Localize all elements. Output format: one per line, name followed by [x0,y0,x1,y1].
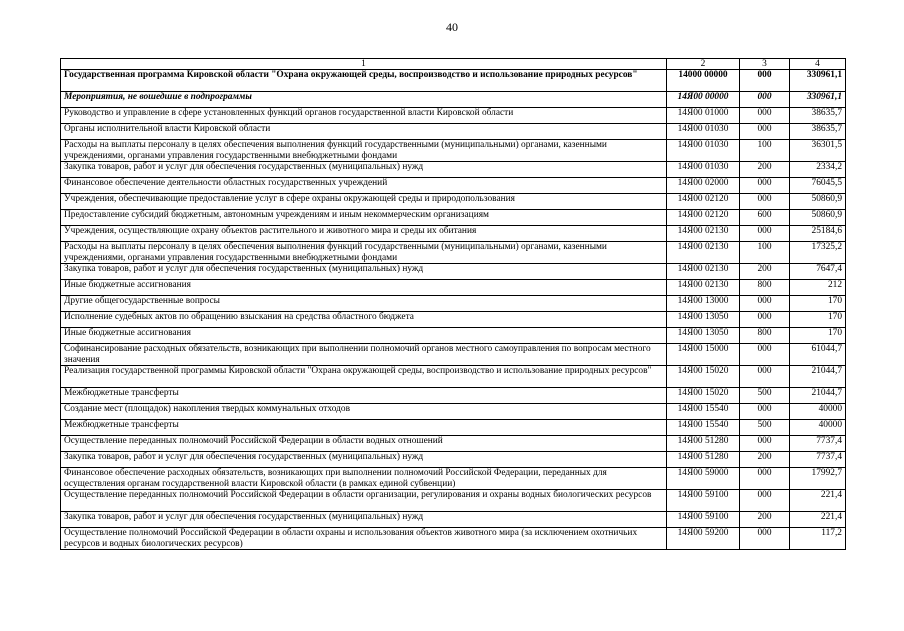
row-name: Учреждения, осуществляющие охрану объектов растительного и животного мира и среды их обитания [61,226,667,242]
row-expense-type: 000 [740,296,790,312]
table-row [61,124,846,140]
row-amount: 40000 [790,420,846,436]
row-name: Расходы на выплаты персоналу в целях обеспечения выполнения функций государственными (муниципальными) органами, казенными учреждениями, органами управления государственными внебюджетными фондами [61,242,667,264]
row-expense-type: 000 [740,528,790,550]
row-expense-type: 000 [740,404,790,420]
table-row [61,242,846,264]
row-expense-type: 000 [740,194,790,210]
row-code: 14Я00 15540 [667,404,740,420]
row-amount: 170 [790,312,846,328]
row-name: Осуществление переданных полномочий Российской Федерации в области водных отношений [61,436,667,452]
table-row [61,226,846,242]
row-amount: 7737,4 [790,436,846,452]
row-name: Реализация государственной программы Кировской области "Охрана окружающей среды, воспроизводство и использование природных ресурсов" [61,366,667,388]
row-expense-type: 000 [740,366,790,388]
row-expense-type: 000 [740,344,790,366]
row-name: Мероприятия, не вошедшие в подпрограммы [61,92,667,108]
row-code: 14Я00 15020 [667,366,740,388]
row-name: Исполнение судебных актов по обращению взыскания на средства областного бюджета [61,312,667,328]
row-expense-type: 000 [740,108,790,124]
row-code: 14000 00000 [667,70,740,92]
row-amount: 7737,4 [790,452,846,468]
table-row [61,328,846,344]
row-code: 14Я00 00000 [667,92,740,108]
row-code: 14Я00 02000 [667,178,740,194]
header-col-4: 4 [790,59,846,70]
row-amount: 38635,7 [790,124,846,140]
row-amount: 221,4 [790,490,846,512]
table-row [61,140,846,162]
row-code: 14Я00 15000 [667,344,740,366]
row-name: Финансовое обеспечение расходных обязательств, возникающих при выполнении полномочий Российской Федерации, переданных для осуществления органам государственной власти Кировской области (в рамках единой субвенции) [61,468,667,490]
row-code: 14Я00 13050 [667,328,740,344]
row-amount: 25184,6 [790,226,846,242]
row-name: Межбюджетные трансферты [61,420,667,436]
row-name: Создание мест (площадок) накопления твердых коммунальных отходов [61,404,667,420]
row-expense-type: 000 [740,92,790,108]
row-expense-type: 000 [740,178,790,194]
row-amount: 170 [790,328,846,344]
row-expense-type: 000 [740,70,790,92]
row-expense-type: 000 [740,312,790,328]
row-expense-type: 000 [740,436,790,452]
row-name: Осуществление переданных полномочий Российской Федерации в области организации, регулирования и охраны водных биологических ресурсов [61,490,667,512]
row-name: Закупка товаров, работ и услуг для обеспечения государственных (муниципальных) нужд [61,452,667,468]
table-row [61,280,846,296]
row-amount: 170 [790,296,846,312]
row-amount: 2334,2 [790,162,846,178]
budget-table [60,58,846,550]
row-code: 14Я00 15020 [667,388,740,404]
header-row [61,59,846,70]
row-name: Софинансирование расходных обязательств, возникающих при выполнении полномочий органов местного самоуправления по вопросам местного значения [61,344,667,366]
row-code: 14Я00 02130 [667,226,740,242]
row-name: Иные бюджетные ассигнования [61,328,667,344]
row-expense-type: 200 [740,162,790,178]
row-amount: 38635,7 [790,108,846,124]
row-code: 14Я00 01030 [667,124,740,140]
row-expense-type: 000 [740,490,790,512]
row-amount: 40000 [790,404,846,420]
row-expense-type: 200 [740,452,790,468]
row-expense-type: 500 [740,420,790,436]
row-code: 14Я00 51280 [667,452,740,468]
row-name: Расходы на выплаты персоналу в целях обеспечения выполнения функций государственными (муниципальными) органами, казенными учреждениями, органами управления государственными внебюджетными фондами [61,140,667,162]
table-row [61,404,846,420]
table-row [61,296,846,312]
row-expense-type: 100 [740,242,790,264]
row-amount: 117,2 [790,528,846,550]
row-name: Иные бюджетные ассигнования [61,280,667,296]
row-code: 14Я00 01000 [667,108,740,124]
row-name: Руководство и управление в сфере установленных функций органов государственной власти Кировской области [61,108,667,124]
table-row [61,388,846,404]
row-name: Другие общегосударственные вопросы [61,296,667,312]
table-row [61,210,846,226]
row-code: 14Я00 13000 [667,296,740,312]
row-amount: 212 [790,280,846,296]
row-amount: 50860,9 [790,210,846,226]
table-row [61,194,846,210]
row-amount: 76045,5 [790,178,846,194]
row-name: Учреждения, обеспечивающие предоставление услуг в сфере охраны окружающей среды и природопользования [61,194,667,210]
row-amount: 21044,7 [790,366,846,388]
row-code: 14Я00 02120 [667,210,740,226]
table-row [61,264,846,280]
table-row [61,108,846,124]
row-expense-type: 800 [740,280,790,296]
row-name: Финансовое обеспечение деятельности областных государственных учреждений [61,178,667,194]
row-name: Закупка товаров, работ и услуг для обеспечения государственных (муниципальных) нужд [61,162,667,178]
row-code: 14Я00 59000 [667,468,740,490]
row-code: 14Я00 02130 [667,280,740,296]
row-code: 14Я00 02130 [667,242,740,264]
row-expense-type: 000 [740,124,790,140]
row-code: 14Я00 59100 [667,512,740,528]
row-expense-type: 500 [740,388,790,404]
row-expense-type: 200 [740,512,790,528]
row-amount: 50860,9 [790,194,846,210]
table-row [61,528,846,550]
row-name: Органы исполнительной власти Кировской области [61,124,667,140]
row-code: 14Я00 13050 [667,312,740,328]
table-row [61,312,846,328]
row-name: Закупка товаров, работ и услуг для обеспечения государственных (муниципальных) нужд [61,264,667,280]
row-amount: 36301,5 [790,140,846,162]
row-expense-type: 800 [740,328,790,344]
row-code: 14Я00 01030 [667,140,740,162]
row-name: Осуществление полномочий Российской Федерации в области охраны и использования объектов животного мира (за исключением охотничьих ресурсов и водных биологических ресурсов) [61,528,667,550]
table-row [61,436,846,452]
table-row [61,92,846,108]
row-amount: 17325,2 [790,242,846,264]
row-name: Государственная программа Кировской области "Охрана окружающей среды, воспроизводство и использование природных ресурсов" [61,70,667,92]
row-amount: 330961,1 [790,92,846,108]
row-amount: 21044,7 [790,388,846,404]
row-amount: 61044,7 [790,344,846,366]
table-row [61,490,846,512]
row-amount: 330961,1 [790,70,846,92]
row-amount: 17992,7 [790,468,846,490]
table-row [61,366,846,388]
header-col-3: 3 [740,59,790,70]
row-name: Межбюджетные трансферты [61,388,667,404]
table-row [61,452,846,468]
row-expense-type: 600 [740,210,790,226]
row-code: 14Я00 51280 [667,436,740,452]
row-expense-type: 000 [740,226,790,242]
row-code: 14Я00 02120 [667,194,740,210]
table-row [61,70,846,92]
row-expense-type: 100 [740,140,790,162]
row-code: 14Я00 15540 [667,420,740,436]
row-amount: 221,4 [790,512,846,528]
row-amount: 7647,4 [790,264,846,280]
table-row [61,512,846,528]
table-row [61,178,846,194]
table-row [61,468,846,490]
table-row [61,162,846,178]
table-row [61,420,846,436]
row-code: 14Я00 59100 [667,490,740,512]
header-col-2: 2 [667,59,740,70]
table-body [61,70,846,550]
page-number: 40 [446,20,458,34]
row-name: Закупка товаров, работ и услуг для обеспечения государственных (муниципальных) нужд [61,512,667,528]
row-expense-type: 000 [740,468,790,490]
row-code: 14Я00 01030 [667,162,740,178]
table-row [61,344,846,366]
row-code: 14Я00 59200 [667,528,740,550]
row-name: Предоставление субсидий бюджетным, автономным учреждениям и иным некоммерческим организациям [61,210,667,226]
row-code: 14Я00 02130 [667,264,740,280]
row-expense-type: 200 [740,264,790,280]
header-col-1: 1 [61,59,667,70]
